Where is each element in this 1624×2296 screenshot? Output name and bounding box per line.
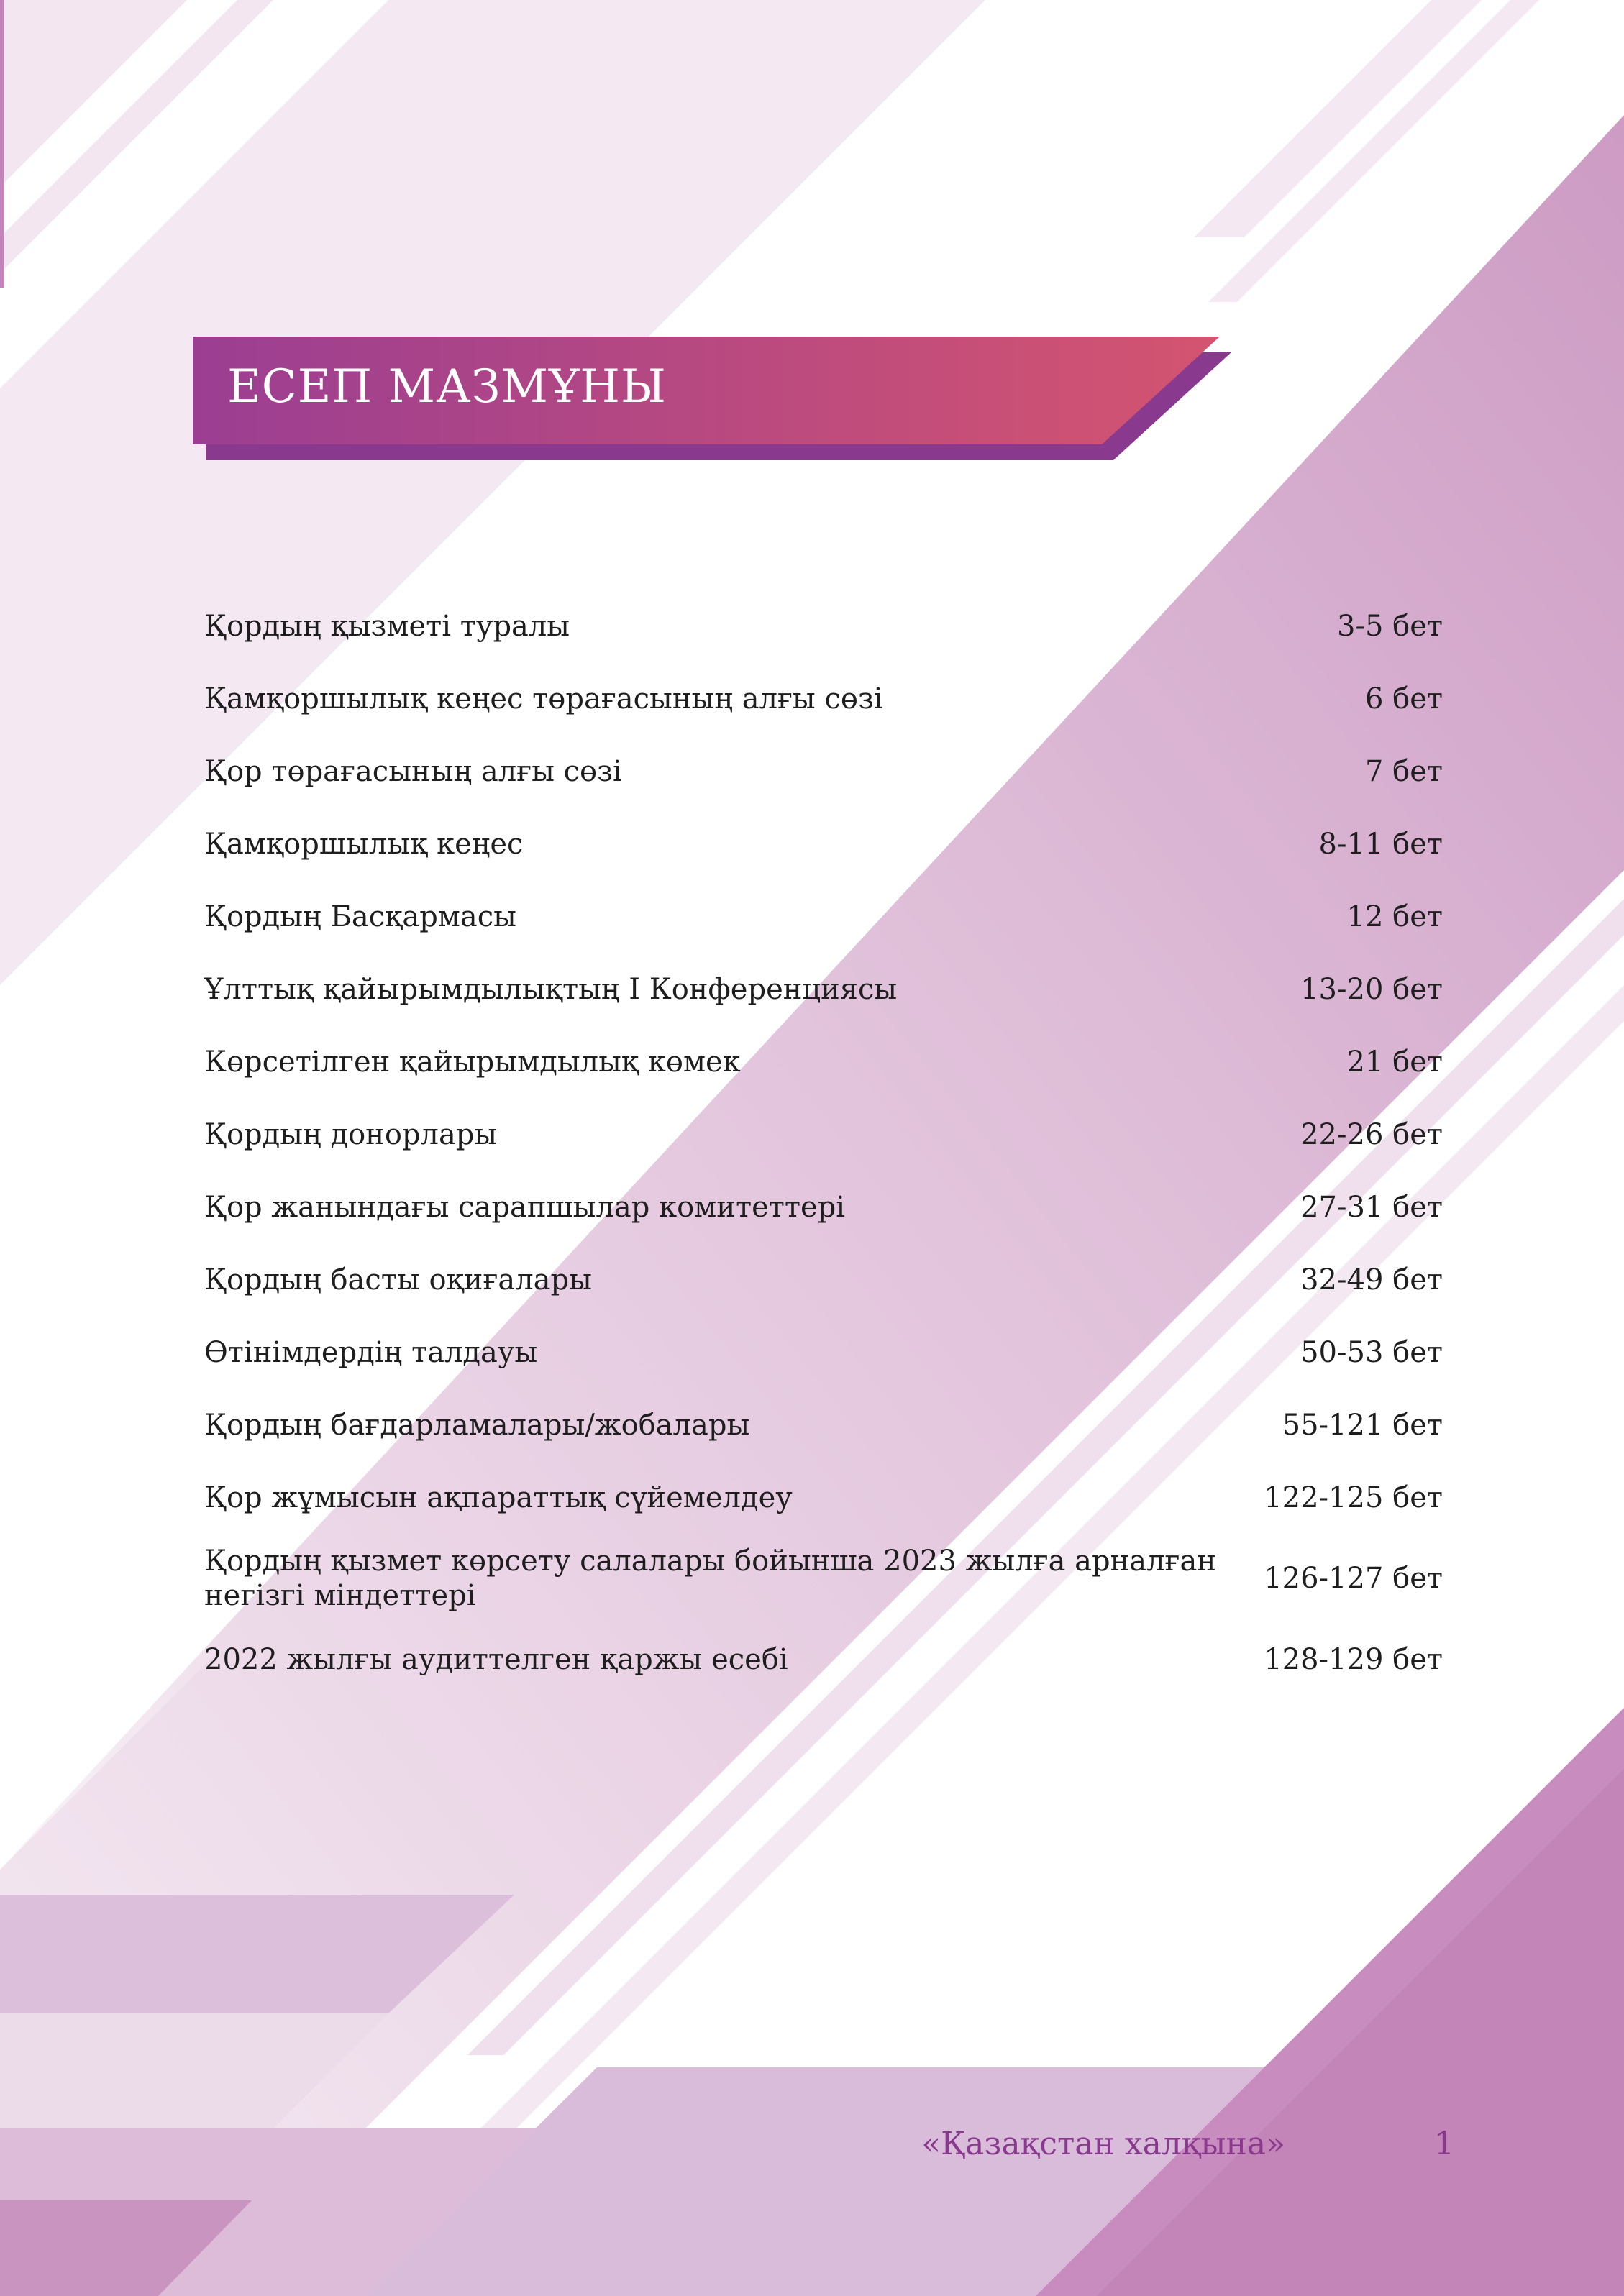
toc-row[interactable] (204, 662, 1443, 735)
toc-item-title: 2022 жылғы аудиттелген қаржы есебі (204, 1642, 788, 1676)
toc-row[interactable] (204, 590, 1443, 662)
toc-item-title: Қордың бағдарламалары/жобалары (204, 1408, 750, 1442)
toc-item-title: Қор жұмысын ақпараттық сүйемелдеу (204, 1481, 793, 1514)
toc-item-pages: 12 бет (1346, 900, 1443, 933)
toc-item-pages: 8-11 бет (1318, 827, 1443, 861)
toc-item-title: Қордың қызметі туралы (204, 609, 570, 643)
toc-item-title: Қордың Басқармасы (204, 900, 517, 933)
toc-item-title: Қамқоршылық кеңес (204, 827, 524, 861)
toc-item-title: Қамқоршылық кеңес төрағасының алғы сөзі (204, 682, 883, 715)
toc-item-title: Қордың қызмет көрсету салалары бойынша 2023 жылға арналған негізгі міндеттері (204, 1545, 1216, 1612)
toc-item-pages: 21 бет (1346, 1045, 1443, 1079)
toc-row[interactable] (204, 880, 1443, 953)
toc-item-pages: 32-49 бет (1300, 1263, 1443, 1296)
toc-item-pages: 7 бет (1364, 754, 1443, 788)
toc-row[interactable] (204, 735, 1443, 808)
toc-item-pages: 122-125 бет (1264, 1481, 1443, 1514)
toc-row[interactable] (204, 1171, 1443, 1243)
toc-item-pages: 27-31 бет (1300, 1190, 1443, 1224)
header-banner (193, 337, 1236, 462)
table-of-contents (204, 590, 1443, 1696)
toc-row[interactable] (204, 1623, 1443, 1696)
toc-row[interactable] (204, 1389, 1443, 1461)
toc-row[interactable] (204, 1316, 1443, 1389)
toc-item-title: Қордың донорлары (204, 1117, 498, 1151)
toc-item-pages: 55-121 бет (1282, 1408, 1443, 1442)
toc-item-pages: 3-5 бет (1336, 609, 1443, 643)
toc-item-pages: 22-26 бет (1300, 1117, 1443, 1151)
toc-row[interactable] (204, 953, 1443, 1025)
toc-item-title: Қор төрағасының алғы сөзі (204, 754, 622, 788)
toc-item-pages: 50-53 бет (1300, 1335, 1443, 1369)
toc-row[interactable] (204, 1098, 1443, 1171)
toc-item-title: Ұлттық қайырымдылықтың I Конференциясы (204, 972, 898, 1006)
toc-item-title: Көрсетілген қайырымдылық көмек (204, 1045, 741, 1079)
toc-item-title: Қордың басты оқиғалары (204, 1263, 592, 1296)
footer-title: «Қазақстан халқына» (921, 2126, 1285, 2162)
toc-row[interactable] (204, 808, 1443, 880)
toc-item-pages: 128-129 бет (1264, 1642, 1443, 1676)
toc-item-title: Қор жанындағы сарапшылар комитеттері (204, 1190, 846, 1224)
toc-item-pages: 13-20 бет (1300, 972, 1443, 1006)
toc-row[interactable] (204, 1461, 1443, 1534)
toc-item-pages: 6 бет (1364, 682, 1443, 715)
toc-row[interactable] (204, 1534, 1443, 1623)
page-number: 1 (1434, 2126, 1454, 2162)
page-title: ЕСЕП МАЗМҰНЫ (227, 360, 667, 413)
toc-row[interactable] (204, 1025, 1443, 1098)
toc-row[interactable] (204, 1243, 1443, 1316)
toc-item-pages: 126-127 бет (1264, 1562, 1443, 1595)
toc-item-title: Өтінімдердің талдауы (204, 1335, 538, 1369)
